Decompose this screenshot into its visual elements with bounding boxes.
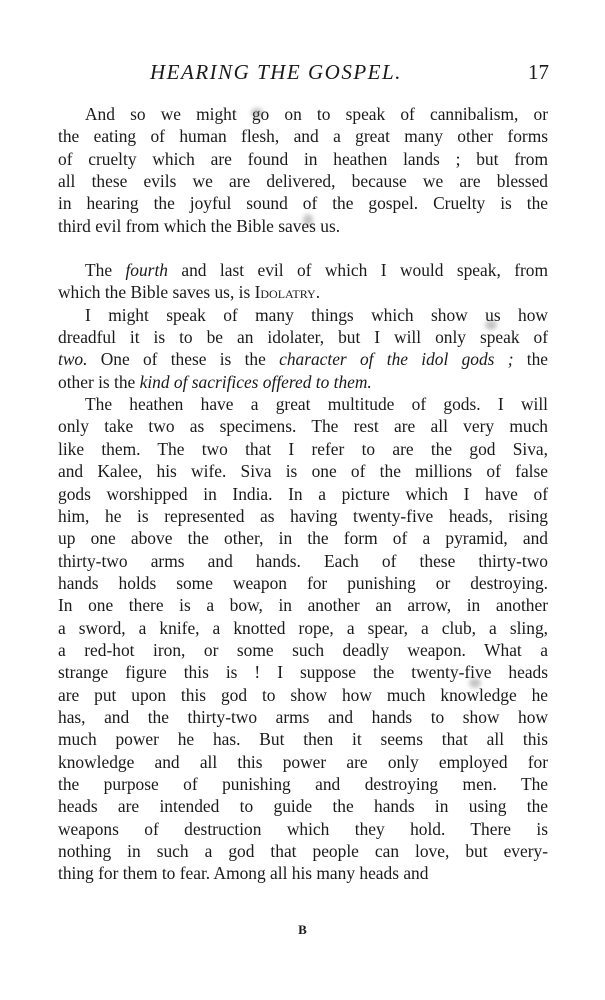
text-run: has, and the thirty-two arms and hands to show how: [58, 706, 548, 727]
text-run: are put upon this god to show how much knowledge he: [58, 684, 548, 705]
text-run: dreadful it is to be an idolater, but I will only speak of: [58, 327, 548, 348]
text-line: [58, 617, 548, 639]
text-line: [58, 728, 548, 750]
text-line: [58, 527, 548, 549]
paragraph-gap: [58, 237, 548, 259]
smallcaps-run: Idolatry.: [254, 282, 321, 303]
ink-spot: [469, 678, 481, 688]
text-run: only take two as specimens. The rest are all very much: [58, 416, 548, 437]
text-line: [58, 460, 548, 482]
text-line: [58, 348, 548, 370]
page-number: 17: [528, 60, 549, 84]
text-run: thirty-two arms and hands. Each of these thirty-two: [58, 550, 548, 571]
text-run: third evil from which the Bible saves us.: [58, 215, 341, 236]
ink-spot: [303, 214, 313, 226]
italic-run: kind of sacrifices offered to them.: [139, 371, 372, 392]
text-line: [58, 505, 548, 527]
text-line: [58, 304, 548, 326]
text-run: nothing in such a god that people can love, but every-: [58, 841, 548, 861]
text-run: and last evil of which I would speak, from: [167, 260, 549, 281]
text-line: [58, 148, 548, 170]
text-run: I might speak of many things which show us how: [85, 304, 548, 325]
text-run: One of these is the: [87, 349, 280, 370]
text-line: [58, 438, 548, 460]
text-line: [58, 483, 548, 505]
text-line: [58, 415, 548, 437]
text-line: [58, 170, 548, 192]
text-line: [58, 393, 548, 415]
text-line: [58, 326, 548, 348]
text-line: [58, 103, 548, 125]
text-run: strange figure this is ! I suppose the twenty-five heads: [58, 662, 548, 683]
text-run: him, he is represented as having twenty-five heads, rising: [58, 505, 548, 526]
text-run: up one above the other, in the form of a pyramid, and: [58, 528, 548, 549]
text-run: and Kalee, his wife. Siva is one of the millions of false: [58, 461, 548, 482]
text-run: weapons of destruction which they hold. There is: [58, 818, 548, 839]
text-line: [58, 125, 548, 147]
text-run: gods worshipped in India. In a picture which I have of: [58, 483, 548, 504]
text-line: [58, 795, 548, 817]
ink-spot: [251, 108, 263, 118]
signature-mark: B: [298, 922, 307, 937]
text-run: in hearing the joyful sound of the gospel. Cruelty is the: [58, 193, 548, 214]
text-run: the purpose of punishing and destroying men. The: [58, 773, 548, 794]
text-run: a red-hot iron, or some such deadly weapon. What a: [58, 639, 548, 660]
text-line: [58, 773, 548, 795]
text-line: [58, 572, 548, 594]
text-run: thing for them to fear. Among all his many heads and: [58, 863, 429, 884]
text-run: hands holds some weapon for punishing or destroying.: [58, 572, 548, 593]
text-run: In one there is a bow, in another an arrow, in another: [58, 595, 548, 616]
text-line: [58, 818, 548, 840]
page-header: [0, 60, 605, 90]
text-line: [58, 371, 548, 393]
italic-run: character of the idol gods ;: [279, 349, 514, 370]
text-line: [58, 639, 548, 661]
text-run: much power he has. But then it seems that all this: [58, 729, 548, 750]
text-line: [58, 840, 548, 862]
text-line: [58, 281, 548, 303]
text-line: [58, 550, 548, 572]
italic-run: fourth: [125, 260, 168, 281]
text-run: The heathen have a great multitude of gods. I will: [85, 394, 548, 415]
text-run: heads are intended to guide the hands in using the: [58, 796, 548, 817]
text-line: [58, 862, 548, 884]
text-run: which the Bible saves us, is: [58, 282, 255, 303]
text-line: [58, 594, 548, 616]
text-line: [58, 192, 548, 214]
text-run: the: [513, 349, 548, 370]
text-run: the eating of human flesh, and a great many other forms: [58, 126, 548, 147]
text-run: knowledge and all this power are only employed for: [58, 751, 548, 772]
ink-spot: [485, 320, 497, 330]
italic-run: two.: [58, 349, 88, 370]
text-line: [58, 259, 548, 281]
text-line: [58, 706, 548, 728]
text-run: The: [85, 260, 126, 281]
text-run: all these evils we are delivered, because we are blessed: [58, 171, 548, 192]
text-run: like them. The two that I refer to are the god Siva,: [58, 438, 548, 459]
text-run: other is the: [58, 371, 140, 392]
text-run: And so we might go on to speak of cannibalism, or: [85, 104, 548, 124]
text-run: of cruelty which are found in heathen lands ; but from: [58, 148, 548, 169]
text-run: a sword, a knife, a knotted rope, a spear, a club, a sling,: [58, 617, 548, 638]
text-line: [58, 751, 548, 773]
running-head: HEARING THE GOSPEL.: [150, 60, 402, 84]
